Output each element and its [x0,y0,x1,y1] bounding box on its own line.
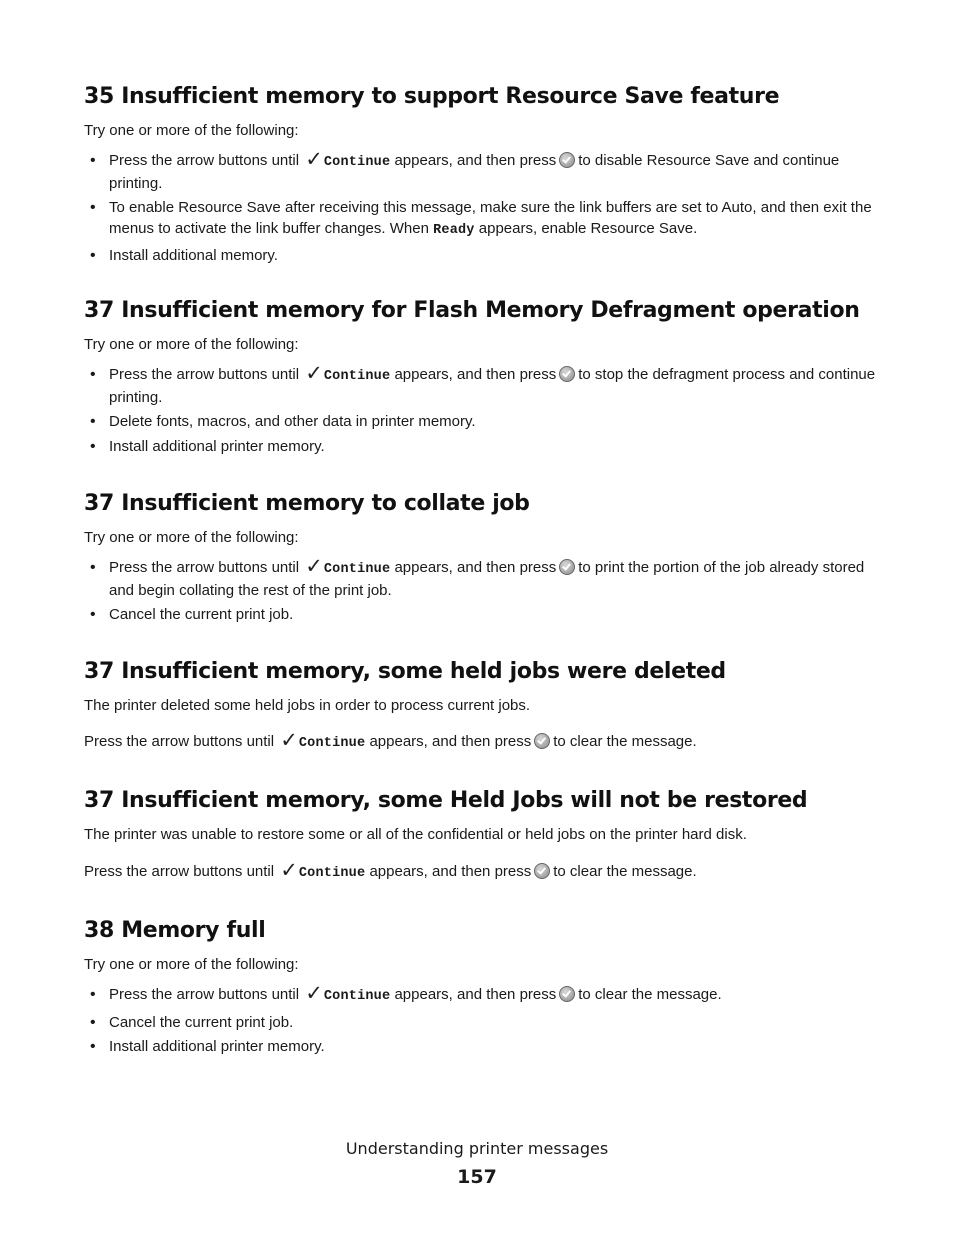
section-37-flash-defragment [84,298,884,457]
list-item: • Delete fonts, macros, and other data in printer memory. [84,412,884,433]
continue-code: Continue [323,155,391,170]
footer-section-title: Understanding printer messages [345,1139,609,1158]
bullet-list [84,361,884,457]
continue-code: Continue [298,866,366,881]
ready-code: Ready [433,222,475,238]
section-heading: 38 Memory full [84,918,266,943]
section-37-held-jobs-not-restored [84,788,884,884]
bullet-list [84,147,884,267]
bullet-list [84,554,884,626]
page-number: 157 [457,1166,497,1188]
checkmark-icon: ✓ [280,858,298,882]
checkmark-icon: ✓ [305,554,323,578]
section-heading: 37 Insufficient memory to collate job [84,491,530,516]
instruction-text: Press the arrow buttons until ✓Continue appears, and then press to clear the message. [84,728,697,752]
paragraph: The printer deleted some held jobs in order to process current jobs. [84,697,531,714]
list-item: • Press the arrow buttons until ✓Continue appears, and then press to clear the message. [84,985,884,1008]
section-38-memory-full [84,918,884,1058]
section-heading: 37 Insufficient memory for Flash Memory Defragment operation [84,298,860,323]
checkmark-icon: ✓ [280,728,298,752]
section-35-resource-save [84,84,884,267]
select-button-icon [559,152,575,168]
list-item: • Press the arrow buttons until ✓Continue appears, and then press to stop the defragment process and continue printing. [84,365,884,408]
checkmark-icon: ✓ [305,981,323,1005]
intro-text: Try one or more of the following: [84,956,299,973]
select-button-icon [559,366,575,382]
intro-text: Try one or more of the following: [84,336,299,353]
continue-code: Continue [323,562,391,577]
section-37-held-jobs-deleted [84,659,884,754]
section-37-collate-job [84,491,884,626]
bullet-list [84,981,884,1058]
checkmark-icon: ✓ [305,361,323,385]
instruction-text: Press the arrow buttons until ✓Continue appears, and then press to clear the message. [84,858,697,882]
list-item: • Press the arrow buttons until ✓Continue appears, and then press to print the portion of the job already stored and begin collating the rest of the print job. [84,558,884,601]
intro-text: Try one or more of the following: [84,529,299,546]
list-item: • Cancel the current print job. [84,1013,884,1034]
list-item: • Install additional memory. [84,246,884,267]
select-button-icon [559,559,575,575]
list-item: • Cancel the current print job. [84,605,884,626]
continue-code: Continue [323,369,391,384]
list-item: • Install additional printer memory. [84,1037,884,1058]
select-button-icon [534,863,550,879]
section-heading: 35 Insufficient memory to support Resource Save feature [84,84,780,109]
section-heading: 37 Insufficient memory, some held jobs were deleted [84,659,726,684]
intro-text: Try one or more of the following: [84,122,299,139]
list-item: • To enable Resource Save after receiving this message, make sure the link buffers are set to Auto, and then exit the menus to activate the link buffer changes. When Ready appears, enable Resource Save. [84,198,884,241]
list-item: • Press the arrow buttons until ✓Continue appears, and then press to disable Resource Save and continue printing. [84,151,884,194]
paragraph: The printer was unable to restore some or all of the confidential or held jobs on the printer hard disk. [84,826,747,843]
select-button-icon [534,733,550,749]
continue-code: Continue [323,989,391,1004]
continue-code: Continue [298,736,366,751]
list-item: • Install additional printer memory. [84,437,884,458]
checkmark-icon: ✓ [305,147,323,171]
select-button-icon [559,986,575,1002]
section-heading: 37 Insufficient memory, some Held Jobs will not be restored [84,788,808,813]
